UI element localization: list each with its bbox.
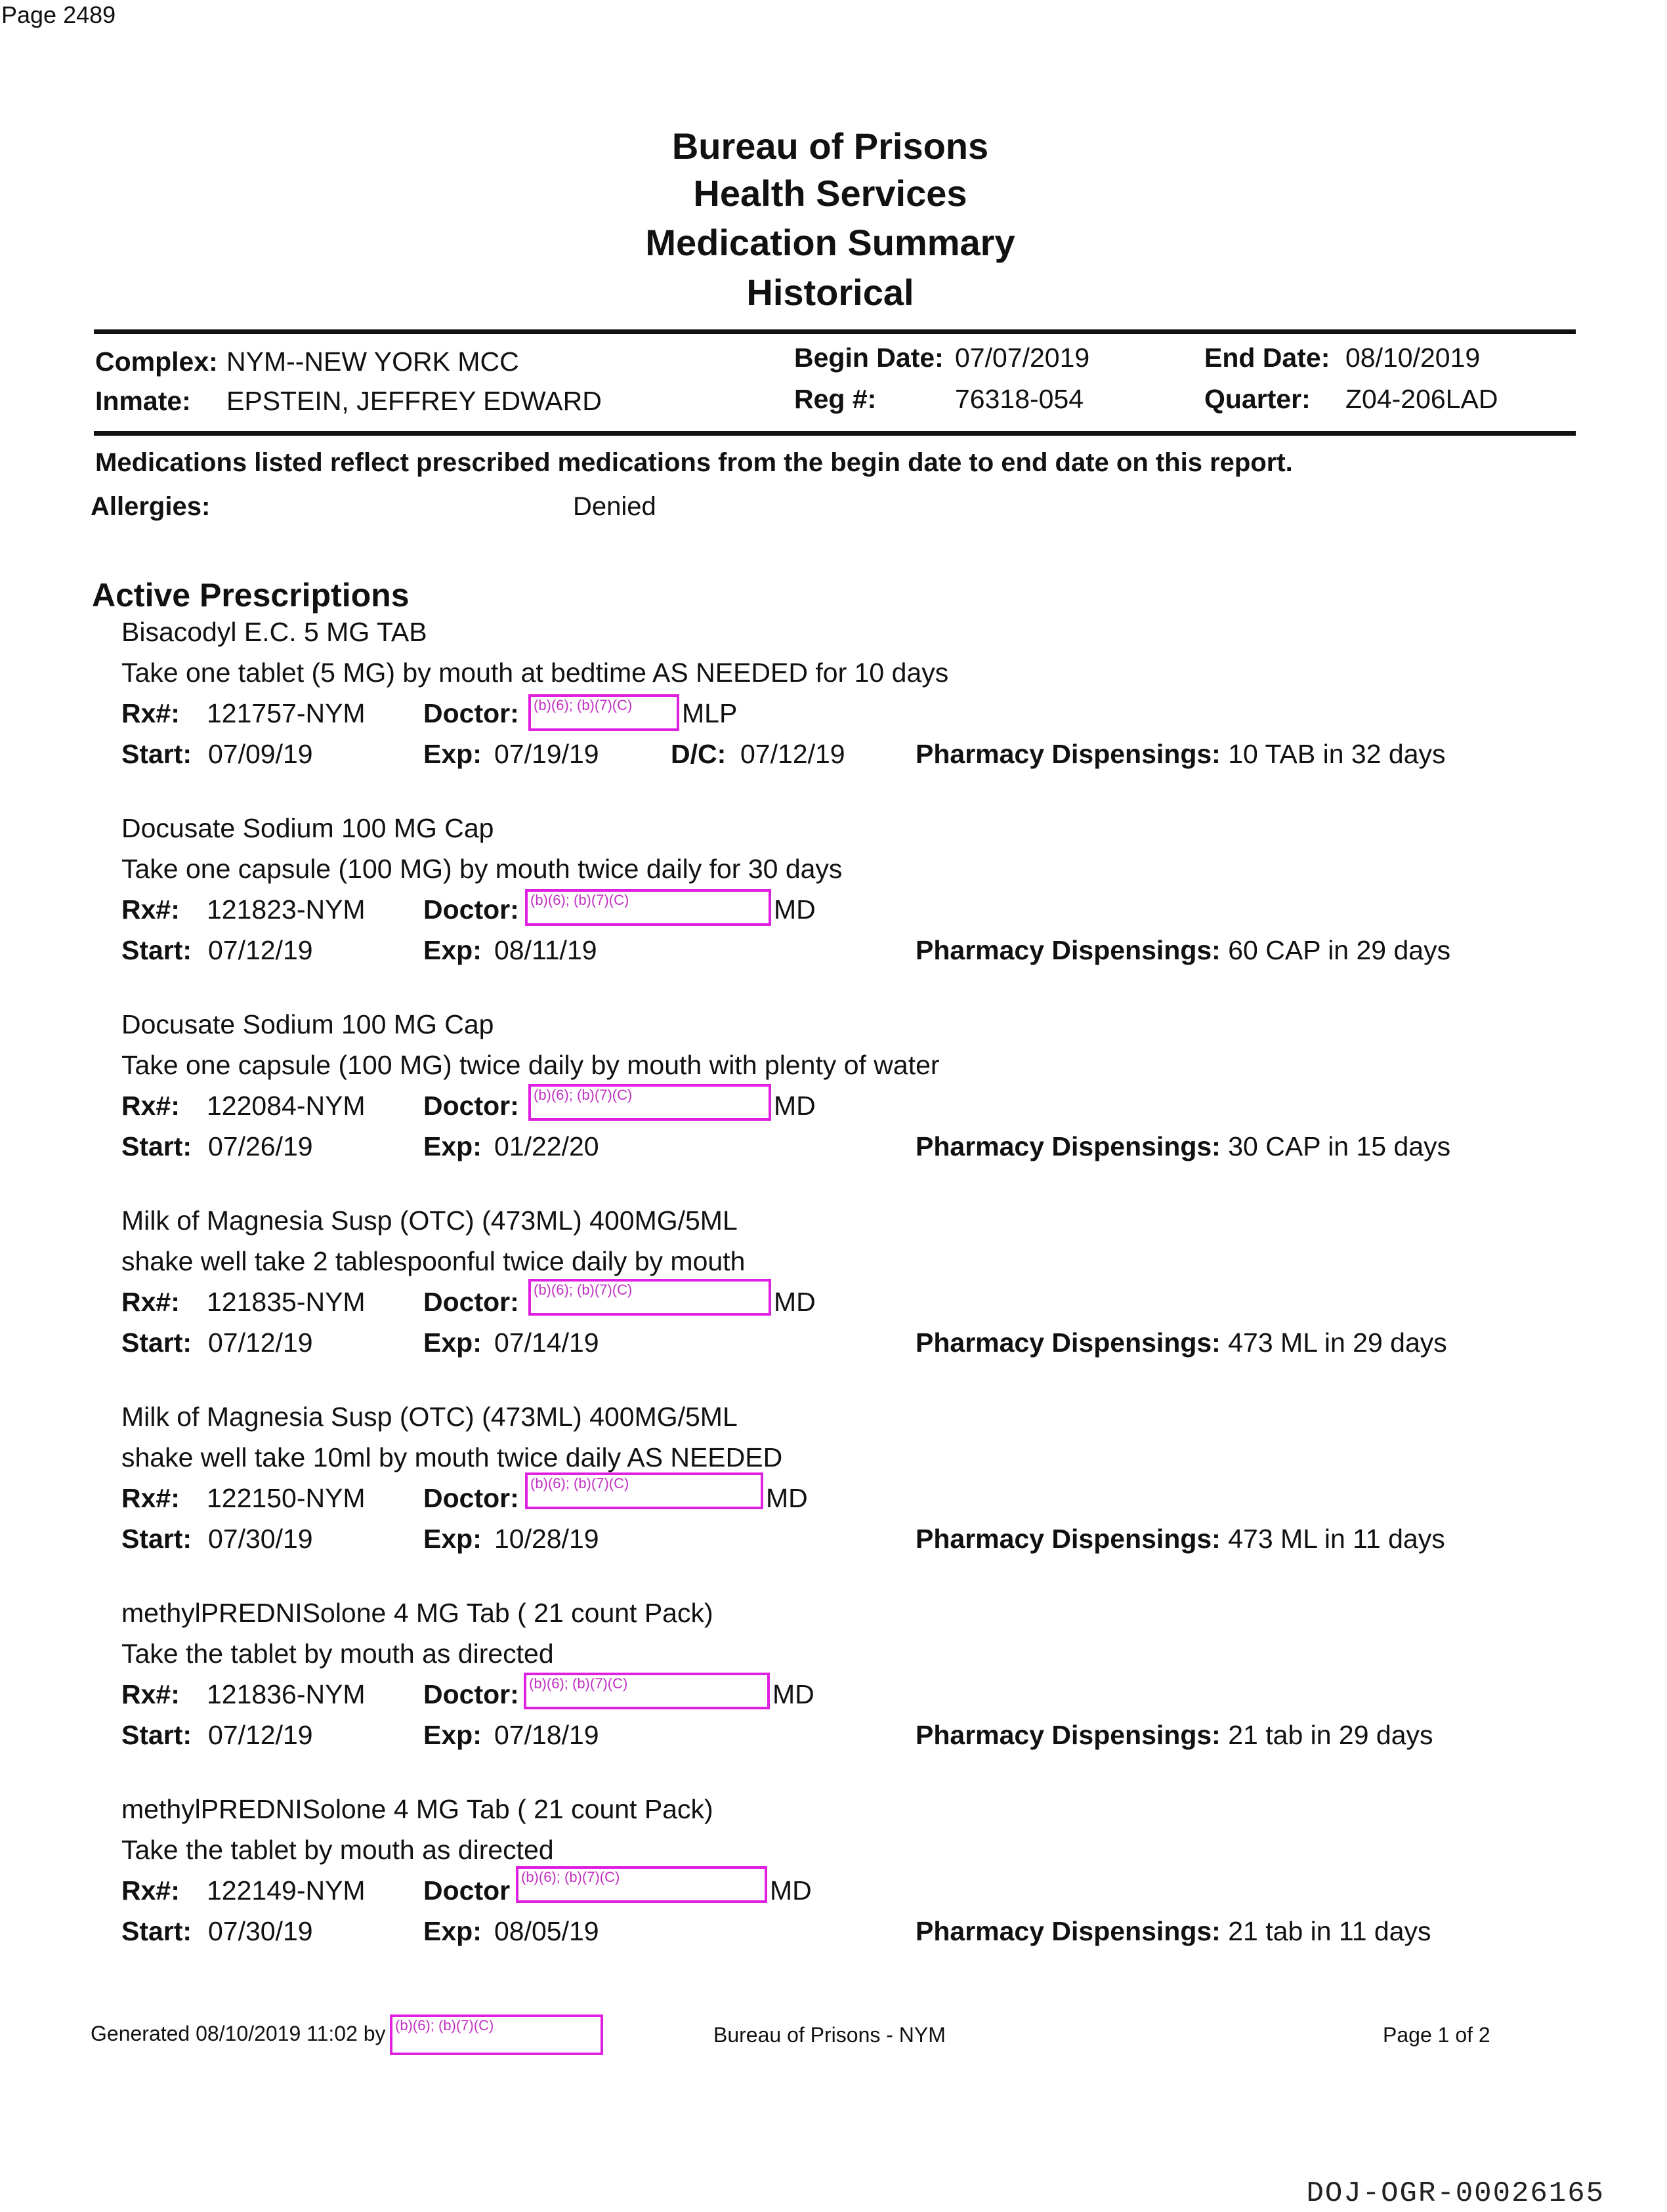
dispensings-value: 473 ML in 11 days <box>1228 1524 1445 1554</box>
rx-number: 121835-NYM <box>207 1287 366 1317</box>
page-label: Page 2489 <box>1 1 116 28</box>
complex-value: NYM--NEW YORK MCC <box>226 346 519 377</box>
rx-label: Rx#: <box>121 894 180 925</box>
drug-sig: Take the tablet by mouth as directed <box>121 1835 554 1865</box>
reg-label: Reg #: <box>794 384 877 414</box>
redaction-code: (b)(6); (b)(7)(C) <box>521 1869 620 1885</box>
dc-date: 07/12/19 <box>740 739 845 769</box>
redaction-code: (b)(6); (b)(7)(C) <box>529 1675 628 1692</box>
rx-number: 121757-NYM <box>207 698 366 728</box>
rx-label: Rx#: <box>121 1875 180 1906</box>
pharmacy-label: Pharmacy Dispensings: <box>916 739 1221 769</box>
exp-date: 10/28/19 <box>494 1524 599 1554</box>
rx-number: 122084-NYM <box>207 1091 366 1121</box>
dispensings-value: 473 ML in 29 days <box>1228 1327 1447 1358</box>
pharmacy-label: Pharmacy Dispensings: <box>916 1720 1221 1750</box>
start-date: 07/30/19 <box>208 1916 313 1946</box>
doctor-label: Doctor: <box>423 1679 519 1709</box>
rx-label: Rx#: <box>121 1679 180 1709</box>
exp-label: Exp: <box>423 935 482 965</box>
doctor-label: Doctor: <box>423 1091 519 1121</box>
quarter-value: Z04-206LAD <box>1345 384 1498 414</box>
prescription-item <box>0 1205 1667 1402</box>
exp-date: 08/11/19 <box>494 935 597 965</box>
start-label: Start: <box>121 1916 192 1946</box>
begin-date-value: 07/07/2019 <box>955 343 1090 373</box>
doctor-suffix: MLP <box>682 698 738 728</box>
drug-sig: shake well take 10ml by mouth twice daily AS NEEDED <box>121 1442 783 1472</box>
pharmacy-dispensings <box>916 1720 1433 1751</box>
pharmacy-label: Pharmacy Dispensings: <box>916 1131 1221 1161</box>
doctor-suffix: MD <box>774 894 816 925</box>
start-label: Start: <box>121 1131 192 1161</box>
start-date: 07/09/19 <box>208 739 313 769</box>
pharmacy-dispensings <box>916 1524 1445 1555</box>
start-date: 07/12/19 <box>208 1720 313 1750</box>
prescription-item <box>0 1402 1667 1598</box>
dc-label: D/C: <box>671 739 727 769</box>
header-bottom-rule <box>94 431 1576 436</box>
pharmacy-dispensings <box>916 739 1446 770</box>
complex-label: Complex: <box>95 346 218 377</box>
exp-date: 01/22/20 <box>494 1131 599 1161</box>
doctor-label: Doctor: <box>423 1287 519 1317</box>
allergies-label: Allergies: <box>91 492 211 521</box>
drug-name: Docusate Sodium 100 MG Cap <box>121 1009 494 1039</box>
allergies-value: Denied <box>573 492 656 521</box>
footer-center: Bureau of Prisons - NYM <box>713 2023 946 2047</box>
end-date-label: End Date: <box>1204 343 1330 373</box>
drug-name: Milk of Magnesia Susp (OTC) (473ML) 400MG/5ML <box>121 1402 738 1432</box>
footer-generated: Generated 08/10/2019 11:02 by <box>91 2022 386 2045</box>
redaction-code: (b)(6); (b)(7)(C) <box>530 1475 629 1492</box>
doctor-label: Doctor: <box>423 1483 519 1513</box>
pharmacy-dispensings <box>916 935 1450 966</box>
prescription-item <box>0 617 1667 814</box>
dispensings-value: 21 tab in 29 days <box>1228 1720 1433 1750</box>
redaction-code: (b)(6); (b)(7)(C) <box>395 2017 494 2034</box>
redaction-code: (b)(6); (b)(7)(C) <box>534 1282 633 1298</box>
pharmacy-dispensings <box>916 1916 1431 1947</box>
title-line-3: Medication Summary <box>645 222 1015 263</box>
drug-sig: Take one capsule (100 MG) by mouth twice daily for 30 days <box>121 854 843 884</box>
pharmacy-label: Pharmacy Dispensings: <box>916 1327 1221 1358</box>
redaction-code: (b)(6); (b)(7)(C) <box>534 697 633 713</box>
rx-number: 121823-NYM <box>207 894 366 925</box>
title-line-1: Bureau of Prisons <box>671 125 989 167</box>
redaction-code: (b)(6); (b)(7)(C) <box>534 1087 633 1103</box>
doctor-redaction-box <box>516 1866 767 1903</box>
exp-date: 07/14/19 <box>494 1327 599 1358</box>
rx-number: 122150-NYM <box>207 1483 366 1513</box>
exp-label: Exp: <box>423 1327 482 1358</box>
pharmacy-label: Pharmacy Dispensings: <box>916 935 1221 965</box>
drug-sig: shake well take 2 tablespoonful twice daily by mouth <box>121 1246 746 1276</box>
drug-sig: Take one tablet (5 MG) by mouth at bedtime AS NEEDED for 10 days <box>121 657 949 688</box>
drug-sig: Take one capsule (100 MG) twice daily by mouth with plenty of water <box>121 1050 940 1080</box>
bates-number: DOJ-OGR-00026165 <box>1306 2177 1605 2210</box>
title-line-4: Historical <box>746 272 914 313</box>
doctor-suffix: MD <box>774 1091 816 1121</box>
rx-label: Rx#: <box>121 1483 180 1513</box>
doctor-redaction-box <box>528 1084 771 1121</box>
report-note: Medications listed reflect prescribed medications from the begin date to end date on this report. <box>95 448 1293 477</box>
doctor-suffix: MD <box>770 1875 812 1906</box>
active-prescriptions-heading: Active Prescriptions <box>92 577 410 614</box>
exp-date: 08/05/19 <box>494 1916 599 1946</box>
drug-name: methylPREDNISolone 4 MG Tab ( 21 count Pack) <box>121 1598 713 1628</box>
exp-label: Exp: <box>423 1916 482 1946</box>
doctor-redaction-box <box>528 1279 771 1316</box>
doctor-redaction-box <box>525 1472 763 1509</box>
doctor-redaction-box <box>525 889 771 926</box>
exp-label: Exp: <box>423 1720 482 1750</box>
footer-page: Page 1 of 2 <box>1383 2023 1490 2047</box>
exp-date: 07/18/19 <box>494 1720 599 1750</box>
pharmacy-dispensings <box>916 1327 1447 1358</box>
drug-name: Milk of Magnesia Susp (OTC) (473ML) 400MG/5ML <box>121 1205 738 1236</box>
dispensings-value: 21 tab in 11 days <box>1228 1916 1431 1946</box>
start-label: Start: <box>121 935 192 965</box>
dispensings-value: 30 CAP in 15 days <box>1228 1131 1451 1161</box>
exp-label: Exp: <box>423 739 482 769</box>
redaction-code: (b)(6); (b)(7)(C) <box>530 892 629 908</box>
prescription-item <box>0 1598 1667 1795</box>
doctor-suffix: MD <box>774 1287 816 1317</box>
prescription-item <box>0 813 1667 1010</box>
dispensings-value: 10 TAB in 32 days <box>1228 739 1446 769</box>
doctor-redaction-box <box>524 1673 770 1709</box>
dispensings-value: 60 CAP in 29 days <box>1228 935 1451 965</box>
pharmacy-label: Pharmacy Dispensings: <box>916 1916 1221 1946</box>
pharmacy-label: Pharmacy Dispensings: <box>916 1524 1221 1554</box>
rx-label: Rx#: <box>121 1091 180 1121</box>
drug-name: methylPREDNISolone 4 MG Tab ( 21 count Pack) <box>121 1794 713 1824</box>
drug-sig: Take the tablet by mouth as directed <box>121 1638 554 1669</box>
exp-date: 07/19/19 <box>494 739 599 769</box>
begin-date-label: Begin Date: <box>794 343 944 373</box>
prescription-item <box>0 1794 1667 1991</box>
start-label: Start: <box>121 1327 192 1358</box>
doctor-suffix: MD <box>772 1679 814 1709</box>
pharmacy-dispensings <box>916 1131 1450 1162</box>
footer-redaction-box <box>390 2014 603 2055</box>
start-date: 07/12/19 <box>208 1327 313 1358</box>
exp-label: Exp: <box>423 1131 482 1161</box>
drug-name: Docusate Sodium 100 MG Cap <box>121 813 494 843</box>
start-label: Start: <box>121 739 192 769</box>
start-label: Start: <box>121 1524 192 1554</box>
start-date: 07/12/19 <box>208 935 313 965</box>
rx-number: 122149-NYM <box>207 1875 366 1906</box>
doctor-label: Doctor: <box>423 894 519 925</box>
header-top-rule <box>94 329 1576 334</box>
doctor-label: Doctor: <box>423 698 519 728</box>
start-date: 07/26/19 <box>208 1131 313 1161</box>
drug-name: Bisacodyl E.C. 5 MG TAB <box>121 617 427 647</box>
quarter-label: Quarter: <box>1204 384 1311 414</box>
start-date: 07/30/19 <box>208 1524 313 1554</box>
doctor-suffix: MD <box>766 1483 808 1513</box>
end-date-value: 08/10/2019 <box>1345 343 1481 373</box>
start-label: Start: <box>121 1720 192 1750</box>
inmate-value: EPSTEIN, JEFFREY EDWARD <box>226 386 602 416</box>
reg-value: 76318-054 <box>955 384 1084 414</box>
inmate-label: Inmate: <box>95 386 191 416</box>
doctor-label: Doctor <box>423 1875 511 1906</box>
exp-label: Exp: <box>423 1524 482 1554</box>
prescription-item <box>0 1009 1667 1206</box>
rx-label: Rx#: <box>121 698 180 728</box>
rx-number: 121836-NYM <box>207 1679 366 1709</box>
title-line-2: Health Services <box>693 173 967 214</box>
doctor-redaction-box <box>528 694 679 731</box>
rx-label: Rx#: <box>121 1287 180 1317</box>
